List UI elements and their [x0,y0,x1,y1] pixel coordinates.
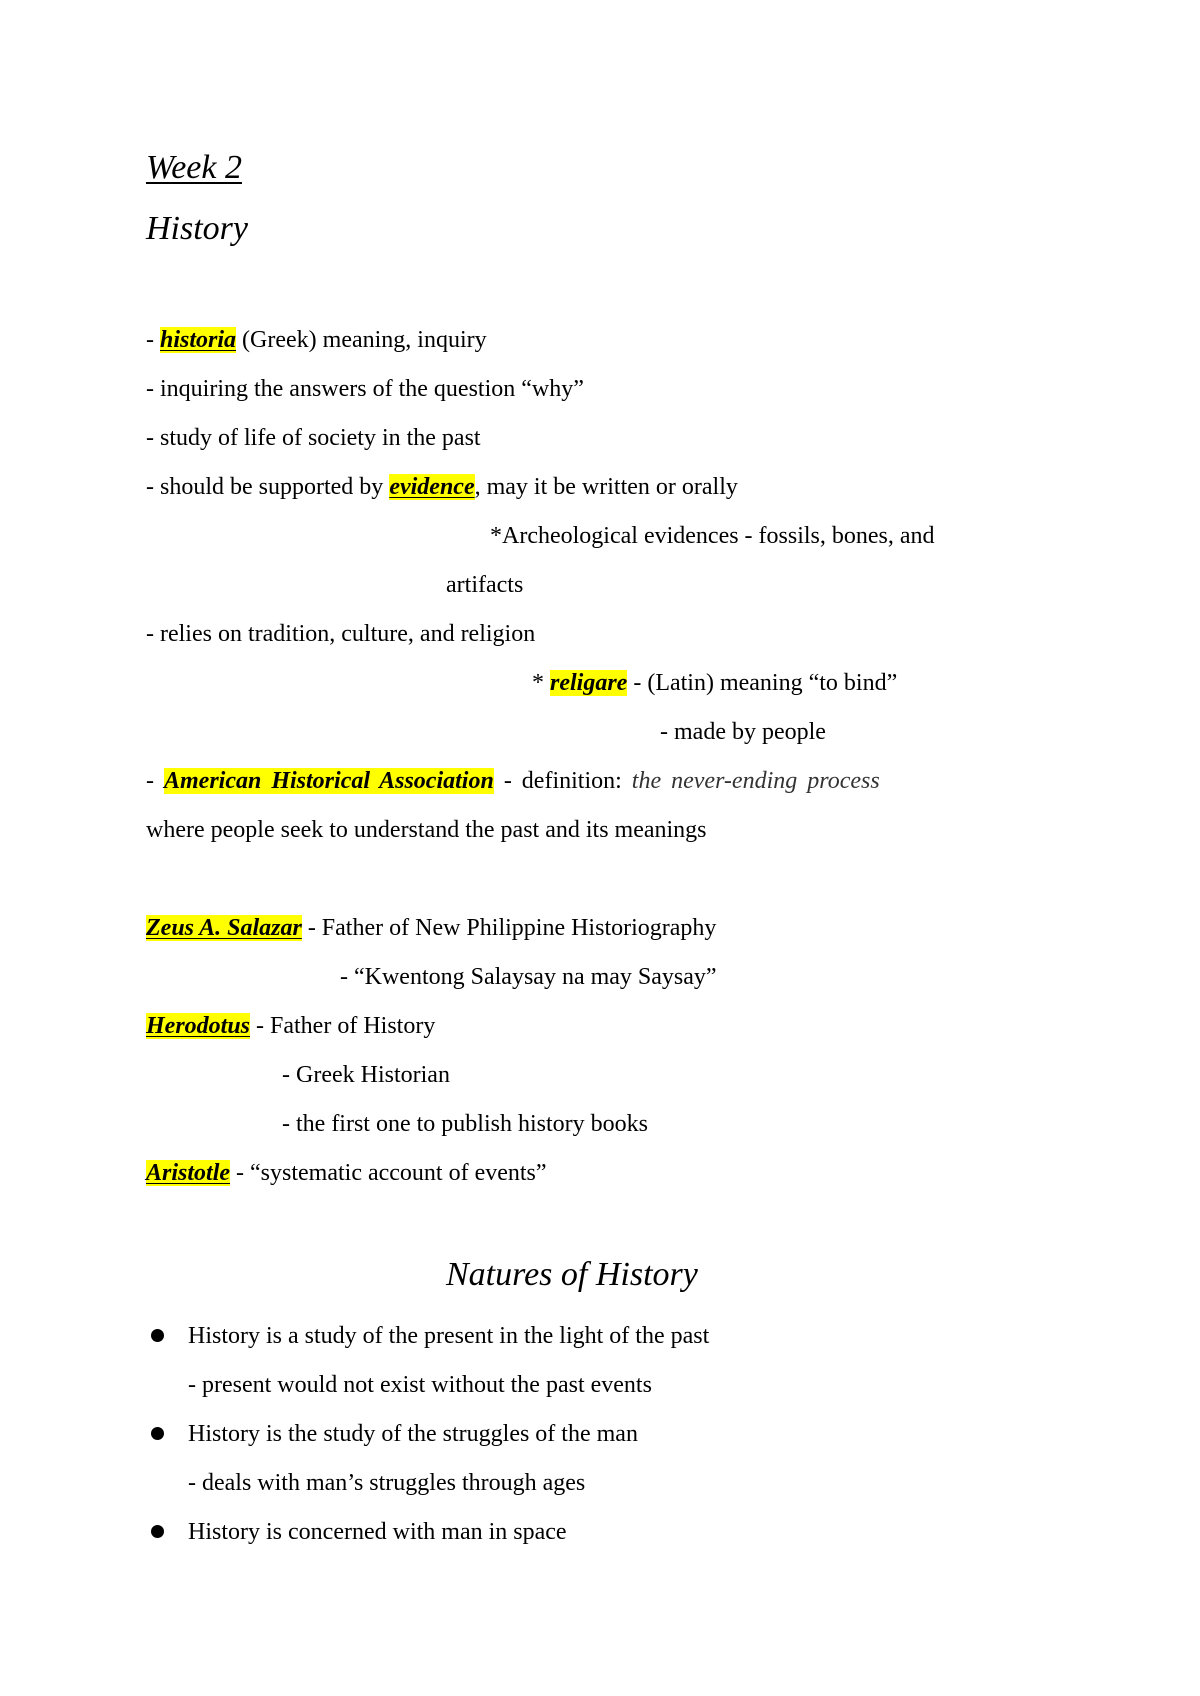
herodotus-line [146,1010,435,1042]
made-by-people-line: - made by people [660,719,826,745]
archeological-line: *Archeological evidences - fossils, bones, and [490,523,935,549]
evidence-pre: - should be supported by [146,474,390,500]
religare-term: religare [550,670,628,696]
tradition-line: - relies on tradition, culture, and religion [146,621,536,647]
dash: - [146,768,164,794]
aha-continuation: where people seek to understand the past and its meanings [146,817,707,843]
why-line: - inquiring the answers of the question “why” [146,376,584,402]
society-line: - study of life of society in the past [146,425,481,451]
salazar-sub: - “Kwentong Salaysay na may Saysay” [340,964,717,990]
herodotus-name: Herodotus [146,1013,251,1039]
nature-item-2-sub: - deals with man’s struggles through ages [188,1470,586,1496]
historia-line [146,324,487,356]
salazar-name: Zeus A. Salazar [146,915,302,941]
herodotus-sub1: - Greek Historian [282,1062,450,1088]
bullet-icon [151,1427,164,1440]
aha-term: American Historical Association [164,768,494,794]
historia-desc: (Greek) meaning, inquiry [236,327,487,353]
asterisk: * [532,670,550,696]
nature-item-2: History is the study of the struggles of the man [188,1421,638,1447]
bullet-icon [151,1525,164,1538]
artifacts-line: artifacts [446,572,524,598]
salazar-line [146,912,716,944]
bullet-icon [151,1329,164,1342]
aristotle-name: Aristotle [146,1160,231,1186]
herodotus-desc: - Father of History [250,1013,436,1039]
aha-line [146,765,880,797]
natures-heading: Natures of History [446,1256,698,1293]
week-heading: Week 2 [146,149,242,186]
aristotle-line [146,1157,547,1189]
nature-item-3: History is concerned with man in space [188,1519,567,1545]
herodotus-sub2: - the first one to publish history books [282,1111,648,1137]
aha-mid: - definition: [493,768,632,794]
nature-item-1-sub: - present would not exist without the past events [188,1372,652,1398]
aha-definition-italic: the never-ending process [631,768,880,794]
evidence-line [146,471,738,503]
salazar-desc: - Father of New Philippine Historiography [301,915,717,941]
aristotle-desc: - “systematic account of events” [230,1160,547,1186]
nature-item-1: History is a study of the present in the light of the past [188,1323,710,1349]
evidence-rest: , may it be written or orally [474,474,738,500]
evidence-term: evidence [389,474,475,500]
dash: - [146,327,160,353]
topic-heading: History [146,210,248,247]
religare-line [532,667,897,699]
religare-desc: - (Latin) meaning “to bind” [627,670,898,696]
historia-term: historia [160,327,237,353]
